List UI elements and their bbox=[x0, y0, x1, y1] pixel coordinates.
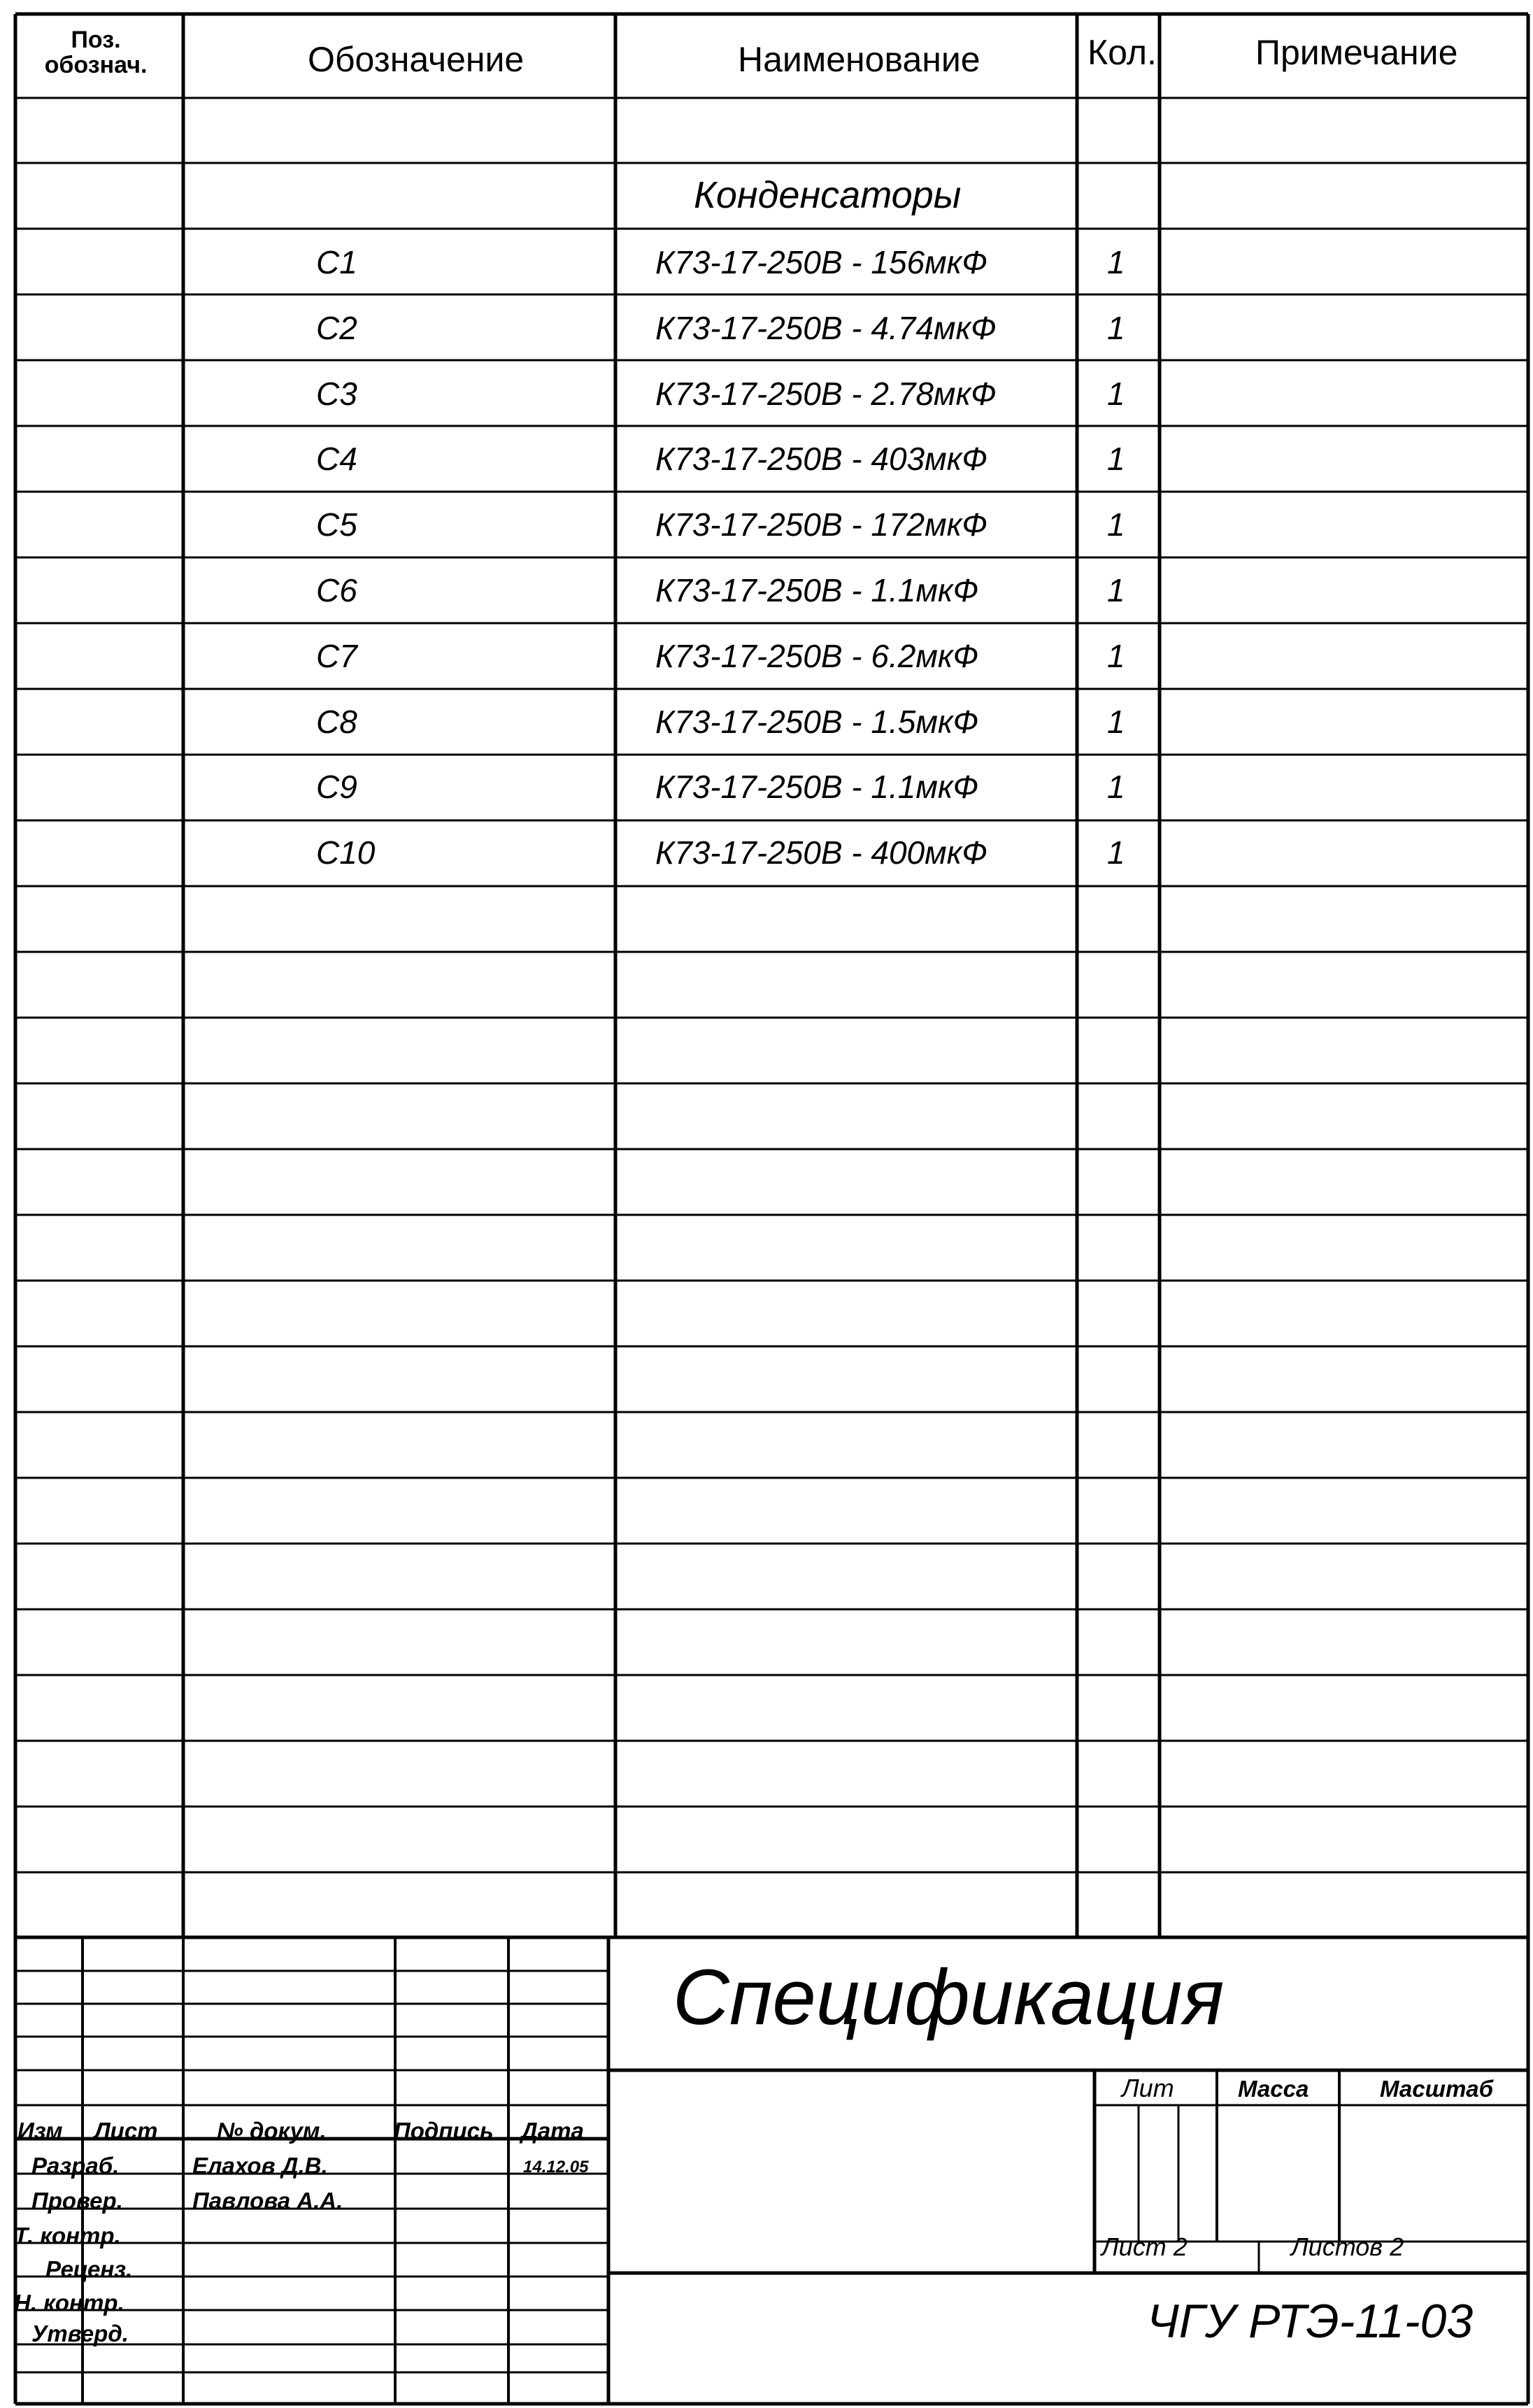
item-qty: 1 bbox=[1107, 769, 1125, 805]
tb-razrab-name: Елахов Д.В. bbox=[192, 2153, 328, 2179]
item-name: К73-17-250В - 1.5мкФ bbox=[655, 704, 979, 740]
tb-row-recenz: Реценз. bbox=[45, 2256, 133, 2282]
document-code: ЧГУ РТЭ-11-03 bbox=[1147, 2295, 1474, 2348]
tb-col-date: Дата bbox=[521, 2118, 584, 2144]
tb-lit-label: Лит bbox=[1122, 2074, 1174, 2102]
item-qty: 1 bbox=[1107, 441, 1125, 477]
item-designation: C7 bbox=[316, 638, 357, 674]
item-name: К73-17-250В - 1.1мкФ bbox=[655, 769, 979, 805]
item-qty: 1 bbox=[1107, 638, 1125, 674]
item-qty: 1 bbox=[1107, 506, 1125, 543]
tb-col-sign: Подпись bbox=[394, 2118, 494, 2144]
item-qty: 1 bbox=[1107, 244, 1125, 280]
tb-row-tkontr: Т. контр. bbox=[14, 2223, 121, 2249]
item-designation: C1 bbox=[316, 244, 357, 280]
item-name: К73-17-250В - 4.74мкФ bbox=[655, 310, 997, 346]
tb-sheet-label: Лист 2 bbox=[1101, 2232, 1188, 2261]
header-qty: Кол. bbox=[1088, 33, 1157, 72]
item-designation: C3 bbox=[316, 376, 357, 412]
tb-razrab-date: 14.12.05 bbox=[523, 2158, 589, 2177]
item-name: К73-17-250В - 400мкФ bbox=[655, 834, 987, 871]
header-note: Примечание bbox=[1255, 33, 1458, 72]
item-qty: 1 bbox=[1107, 572, 1125, 608]
item-designation: C4 bbox=[316, 441, 357, 477]
header-designation: Обозначение bbox=[308, 40, 525, 79]
item-qty: 1 bbox=[1107, 704, 1125, 740]
section-title: Конденсаторы bbox=[694, 174, 962, 216]
tb-sheets-label: Листов 2 bbox=[1291, 2232, 1404, 2261]
header-name: Наименование bbox=[738, 40, 981, 79]
item-name: К73-17-250В - 172мкФ bbox=[655, 506, 987, 543]
item-name: К73-17-250В - 2.78мкФ bbox=[655, 376, 997, 412]
document-title: Спецификация bbox=[673, 1953, 1225, 2041]
item-name: К73-17-250В - 156мкФ bbox=[655, 244, 987, 280]
item-name: К73-17-250В - 1.1мкФ bbox=[655, 572, 979, 608]
item-name: К73-17-250В - 403мкФ bbox=[655, 441, 987, 477]
item-designation: C8 bbox=[316, 704, 357, 740]
tb-massa-label: Масса bbox=[1238, 2076, 1309, 2102]
item-designation: C10 bbox=[316, 834, 376, 871]
item-designation: C5 bbox=[316, 506, 357, 543]
item-qty: 1 bbox=[1107, 310, 1125, 346]
item-designation: C2 bbox=[316, 310, 357, 346]
item-designation: C9 bbox=[316, 769, 357, 805]
header-pos: Поз. обознач. bbox=[44, 27, 148, 78]
tb-row-nkontr: Н. контр. bbox=[14, 2290, 124, 2316]
item-qty: 1 bbox=[1107, 834, 1125, 871]
tb-col-doc: № докум. bbox=[217, 2118, 327, 2144]
tb-masshtab-label: Масштаб bbox=[1380, 2076, 1494, 2102]
tb-row-razrab: Разраб. bbox=[31, 2153, 120, 2179]
tb-prover-name: Павлова А.А. bbox=[192, 2188, 343, 2214]
tb-row-utverd: Утверд. bbox=[31, 2321, 129, 2346]
item-designation: C6 bbox=[316, 572, 357, 608]
tb-col-list: Лист bbox=[94, 2118, 158, 2144]
tb-col-izm: Изм bbox=[17, 2118, 63, 2144]
item-name: К73-17-250В - 6.2мкФ bbox=[655, 638, 979, 674]
tb-row-prover: Провер. bbox=[31, 2188, 123, 2214]
item-qty: 1 bbox=[1107, 376, 1125, 412]
